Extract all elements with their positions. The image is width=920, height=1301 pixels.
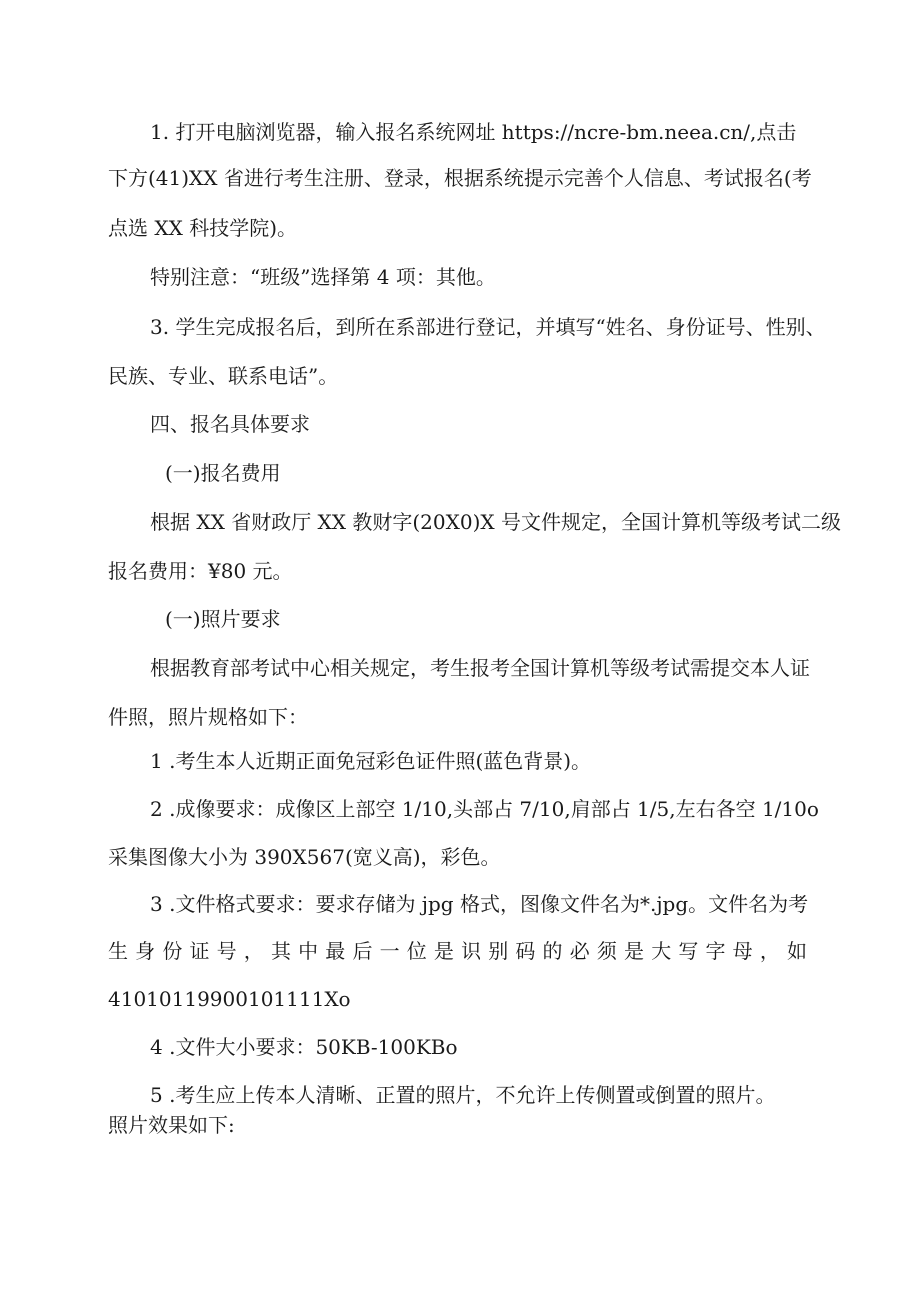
photo-req-5: 5 .考生应上传本人清晰、正置的照片，不允许上传侧置或倒置的照片。 — [150, 1083, 776, 1107]
photo-effect-label: 照片效果如下: — [108, 1113, 235, 1137]
photo-req-2-line-2: 采集图像大小为 390X567(宽义高)，彩色。 — [108, 845, 501, 869]
step-1-line-2: 下方(41)XX 省进行考生注册、登录，根据系统提示完善个人信息、考试报名(考 — [108, 166, 812, 190]
step-1-line-3: 点选 XX 科技学院)。 — [108, 216, 297, 240]
photo-req-3-line-3: 41010119900101111Xo — [108, 987, 351, 1011]
photo-req-4: 4 .文件大小要求：50KB-100KBo — [150, 1035, 458, 1059]
step-1-line-1: 1. 打开电脑浏览器，输入报名系统网址 https://ncre-bm.neea.cn/,点击 — [150, 120, 797, 144]
photo-req-3-line-2: 生 身 份 证 号 ， 其 中 最 后 一 位 是 识 别 码 的 必 须 是 大 写 字 母 ， 如 — [108, 939, 807, 963]
subheading-photo: (一)照片要求 — [165, 607, 281, 631]
step-3-line-2: 民族、专业、联系电话”。 — [108, 364, 339, 388]
photo-req-3-line-1: 3 .文件格式要求：要求存储为 jpg 格式，图像文件名为*.jpg。文件名为考 — [150, 892, 809, 916]
fee-paragraph-line-1: 根据 XX 省财政厅 XX 教财字(20X0)X 号文件规定，全国计算机等级考试二级 — [150, 510, 841, 534]
special-note: 特别注意：“班级”选择第 4 项：其他。 — [150, 265, 496, 289]
photo-paragraph-line-2: 件照，照片规格如下： — [108, 705, 308, 729]
photo-req-2-line-1: 2 .成像要求：成像区上部空 1/10,头部占 7/10,肩部占 1/5,左右各空 1/10o — [150, 797, 819, 821]
fee-paragraph-line-2: 报名费用：¥80 元。 — [108, 559, 293, 583]
photo-paragraph-line-1: 根据教育部考试中心相关规定，考生报考全国计算机等级考试需提交本人证 — [150, 656, 810, 680]
step-3-line-1: 3. 学生完成报名后，到所在系部进行登记，并填写“姓名、身份证号、性别、 — [150, 315, 826, 339]
subheading-fee: (一)报名费用 — [165, 461, 281, 485]
photo-req-1: 1 .考生本人近期正面免冠彩色证件照(蓝色背景)。 — [150, 749, 592, 773]
section-heading-requirements: 四、报名具体要求 — [150, 412, 310, 436]
